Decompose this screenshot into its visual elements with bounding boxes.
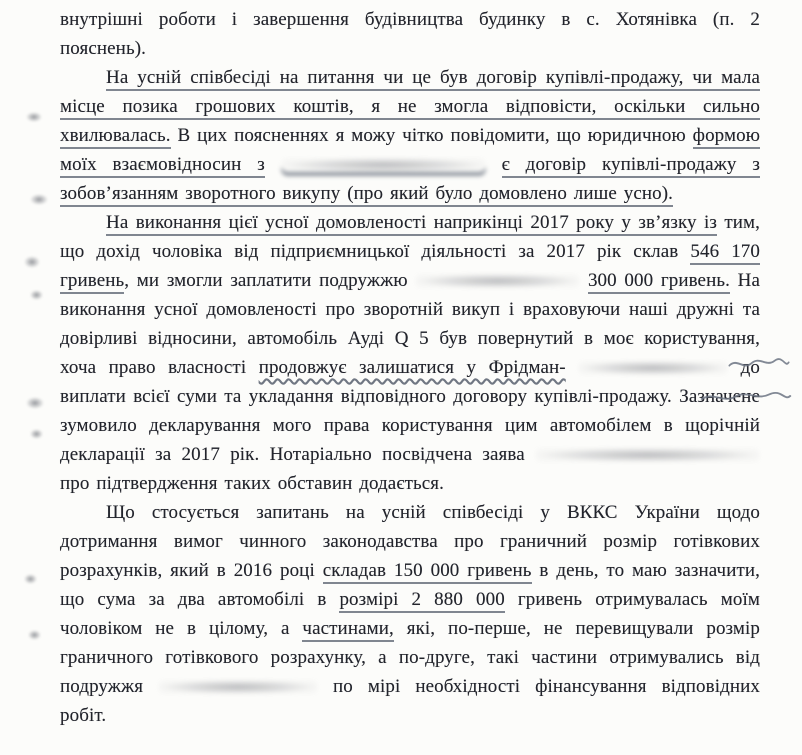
pen-underlined-text: складав 150 000 гривень xyxy=(323,560,532,584)
pen-smudge xyxy=(28,630,41,640)
text-segment: які, по-перше, не перевищували розмір граничного готівкового розрахунку, а по-друге, такі частини отримувались від подружжя xyxy=(60,618,760,697)
pen-smudge xyxy=(30,429,43,439)
document-text xyxy=(60,5,760,730)
text-segment: тим, що дохід чоловіка від підприємницької діяльності за 2017 рік склав xyxy=(60,212,760,262)
pen-smudge xyxy=(30,290,43,300)
pen-underlined-text: 300 000 гривень. xyxy=(588,270,730,294)
paragraph xyxy=(60,63,760,208)
redaction-blur xyxy=(415,274,580,288)
pen-smudge xyxy=(26,112,42,122)
text-segment: В цих поясненнях я можу чітко повідомити, що юридичною xyxy=(170,125,693,146)
text-segment: внутрішні роботи і завершення будівництва будинку в с. Хотянівка (п. 2 пояснень). xyxy=(60,9,760,59)
pen-underlined-text: продовжує залишатися у Фрідман- xyxy=(258,357,566,378)
text-segment: до виплати всієї суми та укладання відповідного договору купівлі-продажу. Зазначене зумовило декларування мого права користування цим автомобілем в щорічній декларації за 2017 рік. Нотаріально посвідчена заява xyxy=(60,357,761,465)
pen-underlined-text: На усній співбесіді на питання чи це був договір купівлі-продажу, чи мала місце позика грошових коштів, я не змогла відповісти, оскільки сильно хвилювалась. xyxy=(60,67,760,149)
pen-underlined-text: формою моїх взаємовідносин з xyxy=(60,125,760,178)
redaction-blur xyxy=(535,448,760,462)
pen-underlined-text: є договір купівлі-продажу з зобов’язанням зворотного викупу (про який було домовлено лише усно). xyxy=(60,154,760,207)
text-segment xyxy=(580,270,588,291)
text-segment: Що стосується запитань на усній співбесіді у ВККС України щодо дотримання вимог чинного законодавства про граничний розмір готівкових розрахунків, який в 2016 році xyxy=(60,502,760,581)
redaction-blur xyxy=(578,361,728,375)
pen-squiggle xyxy=(700,390,792,405)
pen-underlined-text: розмірі 2 880 000 xyxy=(339,589,504,613)
paragraph xyxy=(60,5,760,63)
text-segment xyxy=(566,357,578,378)
text-segment: про підтвердження таких обставин додається. xyxy=(60,473,444,494)
pen-squiggle xyxy=(728,356,790,372)
text-segment xyxy=(265,154,281,175)
text-segment: гривень отримувалась моїм чоловіком не в цілому, а xyxy=(60,589,760,639)
pen-smudge xyxy=(24,256,40,268)
text-segment xyxy=(486,154,502,175)
redaction-blur xyxy=(281,158,486,172)
pen-underlined-text: частинами, xyxy=(302,618,393,642)
paragraph xyxy=(60,498,760,730)
pen-smudge xyxy=(24,574,37,584)
pen-underlined-text: 546 170 гривень xyxy=(60,241,760,294)
text-segment: , ми змогли заплатити подружжю xyxy=(124,270,416,291)
text-segment: в день, то маю зазначити, що сума за два автомобілі в xyxy=(60,560,760,610)
paragraph xyxy=(60,208,760,498)
text-segment: по мірі необхідності фінансування відповідних робіт. xyxy=(60,676,761,726)
pen-underlined-text: На виконання цієї усної домовленості наприкінці 2017 року у зв’язку із xyxy=(106,212,717,236)
redaction-blur xyxy=(158,680,318,694)
text-segment: На виконання усної домовленості про зворотній викуп і враховуючи наші дружні та довірливі відносини, автомобіль Ауді Q 5 був повернутий в моє користування, хоча право власності xyxy=(60,270,760,378)
pen-smudge xyxy=(30,194,48,205)
pen-smudge xyxy=(26,397,44,409)
